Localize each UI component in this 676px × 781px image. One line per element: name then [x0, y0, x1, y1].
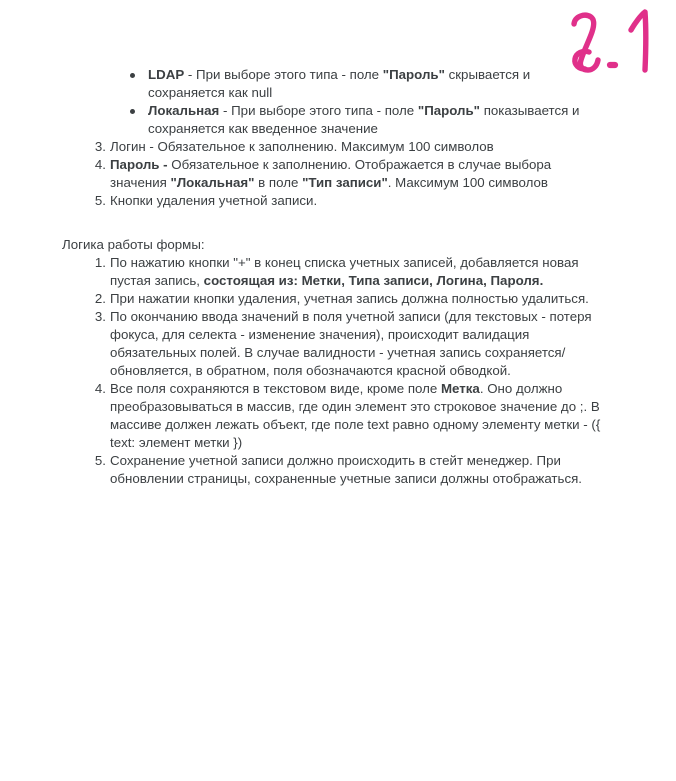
list-item [62, 138, 602, 156]
list-item [62, 308, 602, 380]
list-item-text: Кнопки удаления учетной записи. [110, 193, 318, 208]
section-heading-form-logic: Логика работы формы: [62, 237, 205, 252]
term-ldap: LDAP [148, 67, 185, 82]
list-item-text: Сохранение учетной записи должно происходить в стейт менеджер. При обновлении страницы, сохраненные учетные записи должны отображаться. [110, 453, 582, 486]
list-item [62, 290, 602, 308]
list-item-number: 3. [94, 309, 106, 324]
term-label: Метка [440, 381, 480, 396]
term-local: Локальная [148, 103, 220, 118]
list-item-number: 4. [94, 381, 106, 396]
list-item-number: 5. [94, 193, 106, 208]
list-item [62, 380, 602, 452]
list-item-text: LDAP - При выборе этого типа - поле "Пароль" скрывается и сохраняется как null [148, 67, 531, 100]
term-password: Пароль - [110, 157, 168, 172]
bullet-marker [130, 66, 140, 78]
term-new-record-fields: состоящая из: Метки, Типа записи, Логина, Пароля. [203, 273, 544, 288]
list-item [62, 254, 602, 290]
list-item-number: 2. [94, 291, 106, 306]
bullet-marker [130, 102, 140, 114]
term-record-type-quoted: "Тип записи" [302, 175, 388, 190]
list-item-text: Локальная - При выборе этого типа - поле "Пароль" показывается и сохраняется как введенное значение [148, 103, 580, 136]
record-type-options-list [62, 66, 602, 138]
section-spacer [62, 210, 602, 236]
field-requirements-list [62, 138, 602, 210]
list-item-text: Логин - Обязательное к заполнению. Максимум 100 символов [110, 139, 494, 154]
term-password-quoted: "Пароль" [417, 103, 480, 118]
list-item-text: По нажатию кнопки "+" в конец списка учетных записей, добавляется новая пустая запись, состоящая из: Метки, Типа записи, Логина, Пароля. [110, 255, 579, 288]
document-body [62, 66, 602, 488]
list-item [62, 452, 602, 488]
list-item-number: 4. [94, 157, 106, 172]
list-item-text: При нажатии кнопки удаления, учетная запись должна полностью удалиться. [110, 291, 589, 306]
list-item-text: Все поля сохраняются в текстовом виде, кроме поле Метка. Оно должно преобразовываться в массив, где один элемент это строковое значение до ;. В массиве должен лежать объект, где поле text равно одному элементу метки - ({ text: элемент метки }) [110, 381, 601, 450]
list-item-text: Пароль - Обязательное к заполнению. Отображается в случае выбора значения "Локальная" в поле "Тип записи". Максимум 100 символов [110, 157, 552, 190]
list-item [62, 192, 602, 210]
list-item [62, 66, 602, 102]
list-item-text: По окончанию ввода значений в поля учетной записи (для текстовых - потеря фокуса, для селекта - изменение значения), происходит валидация обязательных полей. В случае валидности - учетная запись сохраняется/обновляется, в обратном, поля обозначаются красной обводкой. [110, 309, 592, 378]
list-item-number: 1. [94, 255, 106, 270]
list-item-number: 3. [94, 139, 106, 154]
term-password-quoted: "Пароль" [382, 67, 445, 82]
list-item [62, 102, 602, 138]
term-local-quoted: "Локальная" [170, 175, 255, 190]
list-item [62, 156, 602, 192]
list-item-number: 5. [94, 453, 106, 468]
form-logic-list [62, 254, 602, 488]
